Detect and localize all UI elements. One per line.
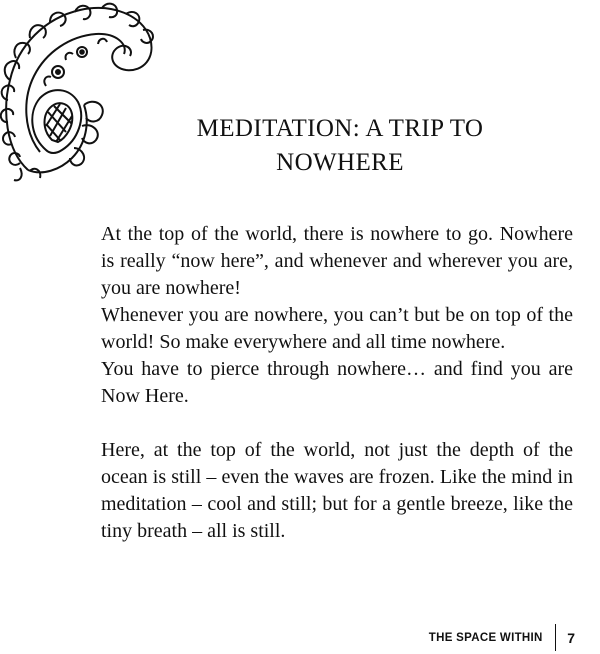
page-title [110, 112, 570, 180]
paragraph: Whenever you are nowhere, you can’t but be on top of the world! So make everywhere and all time nowhere. [101, 304, 573, 353]
paragraph: At the top of the world, there is nowhere to go. Nowhere is really “now here”, and whenever and wherever you are, you are nowhere! [101, 223, 573, 299]
page-number: 7 [567, 629, 575, 646]
running-head: THE SPACE WITHIN [428, 631, 543, 644]
title-line-1: MEDITATION: A TRIP TO [196, 115, 484, 142]
body-text [101, 221, 573, 545]
paragraph: You have to pierce through nowhere… and find you are Now Here. [101, 358, 573, 407]
paragraph: Here, at the top of the world, not just the depth of the ocean is still – even the waves are frozen. Like the mind in meditation – cool and still; but for a gentle breeze, like the tiny breath – all is still. [101, 439, 573, 542]
page-footer [429, 624, 575, 651]
footer-divider [555, 624, 557, 651]
title-line-2: NOWHERE [276, 149, 404, 176]
